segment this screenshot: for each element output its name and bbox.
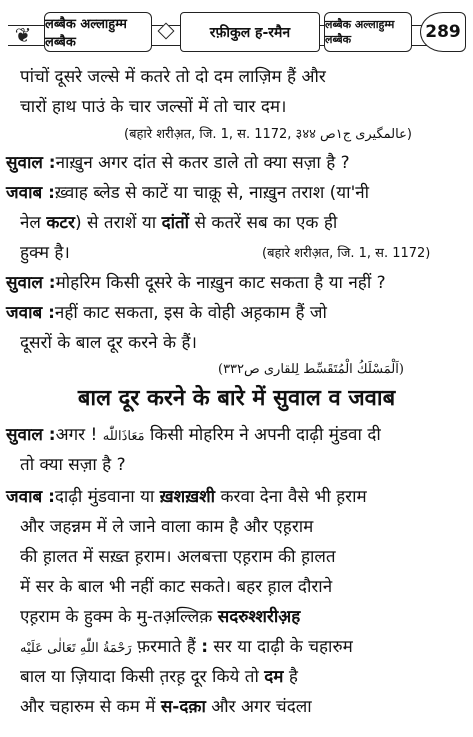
answer-line — [6, 484, 447, 510]
question-text: किसी मोहरिम ने अपनी दाढ़ी मुंडवा दी — [144, 425, 381, 445]
line-text: तो क्या सज़ा है ? — [20, 455, 126, 475]
emphasis-text: : — [201, 637, 209, 657]
line-text: बाल या ज़ियादा किसी त़रह़ दूर किये तो — [20, 667, 265, 687]
header-brand-left-text: लब्बैक अल्लाहुम्म लब्बैक — [45, 17, 127, 50]
question-label: सुवाल : — [6, 425, 56, 445]
line-text: है — [283, 667, 298, 687]
answer-text: नहीं काट सकता, इस के वोही अह़काम हैं जो — [54, 303, 327, 323]
page-number — [420, 12, 466, 52]
line-text: एह़राम के हुक्म के मु-तअ़ल्लिक़ — [20, 607, 218, 627]
text-line — [20, 664, 461, 690]
arabic-phrase: مَعَاذَاللّٰه — [102, 429, 145, 444]
text-line — [20, 210, 461, 236]
section-heading — [0, 384, 473, 414]
line-text: नेल — [20, 213, 47, 233]
line-text: चारों हाथ पाउं के चार जल्सों में तो चार दम। — [20, 97, 287, 117]
line-text: दूसरों के बाल दूर करने के हैं। — [20, 333, 197, 353]
answer-label: जवाब : — [6, 183, 55, 203]
answer-text: ख़्वाह ब्लेड से काटें या चाक़ू से, नाख़ुन तराश (या'नी — [54, 183, 370, 203]
line-text: और चहारुम से कम में — [20, 697, 161, 717]
text-line — [20, 634, 461, 662]
reference-text: (बहारे शरीअ़त, जि. 1, स. 1172) — [262, 246, 431, 261]
line-text: में सर के बाल भी नहीं काट सकते। बहर ह़ाल दौराने — [20, 577, 333, 597]
question-label: सुवाल : — [6, 273, 56, 293]
line-text: और अगर चंदला — [205, 697, 312, 717]
line-text: से कतरें सब का एक ही — [189, 213, 338, 233]
answer-text: दाढ़ी मुंडवाना या — [54, 487, 160, 507]
running-title — [180, 12, 320, 52]
text-line — [20, 330, 461, 356]
answer-label: जवाब : — [6, 303, 55, 323]
header-brand-right — [324, 12, 412, 52]
reference-note — [124, 126, 412, 144]
question-line — [6, 150, 447, 176]
emphasis-text: कटर — [46, 213, 75, 233]
ornament-icon: ❦ — [14, 23, 32, 47]
emphasis-text: दांतों — [161, 213, 190, 233]
running-title-text: रफ़ीकुल ह-रमैन — [209, 24, 291, 41]
emphasis-text: दम — [264, 667, 284, 687]
emphasis-text: ख़शख़शी — [159, 487, 216, 507]
question-text: नाख़ुन अगर दांत से कतर डाले तो क्या सज़ा है ? — [55, 153, 350, 173]
header-brand-right-text: लब्बैक अल्लाहुम्म लब्बैक — [325, 18, 395, 46]
question-text: मोहरिम किसी दूसरे के नाख़ुन काट सकता है या नहीं ? — [55, 273, 386, 293]
text-line — [20, 694, 461, 720]
answer-line — [6, 180, 447, 206]
line-text: हुक्म है। — [20, 243, 70, 263]
page-number-text: 289 — [425, 22, 461, 42]
text-line — [20, 64, 461, 90]
arabic-reference — [218, 361, 404, 379]
page-header — [8, 12, 465, 52]
emphasis-text: स-दक़ा — [160, 697, 206, 717]
text-line — [20, 514, 461, 540]
text-line — [20, 452, 461, 478]
question-line — [6, 270, 447, 296]
text-line — [20, 94, 461, 120]
question-line — [6, 422, 447, 450]
line-text: और जहन्नम में ले जाने वाला काम है और एह़राम — [20, 517, 314, 537]
line-text: की ह़ालत में सख़्त ह़राम। अलबत्ता एह़राम की ह़ालत — [20, 547, 336, 567]
text-line — [20, 544, 461, 570]
line-text: ) से तराशें या — [74, 213, 162, 233]
reference-note — [262, 245, 430, 263]
line-text: सर या दाढ़ी के चहारुम — [208, 637, 353, 657]
question-label: सुवाल : — [6, 153, 56, 173]
line-text: फ़रमाते हैं — [131, 637, 202, 657]
question-text: अगर ! — [55, 425, 103, 445]
answer-text: करवा देना वैसे भी ह़राम — [215, 487, 367, 507]
answer-line — [6, 300, 447, 326]
reference-text: (बहारे शरीअ़त, जि. 1, स. 1172, ३४४ عالمگیری ج۱ص) — [124, 127, 412, 142]
arabic-phrase: رَحْمَةُ اللّٰهِ تَعَالٰی عَلَیْه — [20, 641, 132, 656]
emphasis-text: सदरुश्शरीअ़ह — [217, 607, 301, 627]
section-heading-text: बाल दूर करने के बारे में सुवाल व जवाब — [77, 386, 396, 411]
line-text: पांचों दूसरे जल्से में कतरे तो दो दम लाज़िम हैं और — [20, 67, 326, 87]
answer-label: जवाब : — [6, 487, 55, 507]
text-line — [20, 574, 461, 600]
header-brand-left — [44, 12, 152, 52]
arabic-reference-text: (اَلْمَسْلَكُ الْمُتَقَسِّط لِلقاری ص۳۳۲) — [218, 362, 404, 377]
text-line — [20, 604, 461, 630]
